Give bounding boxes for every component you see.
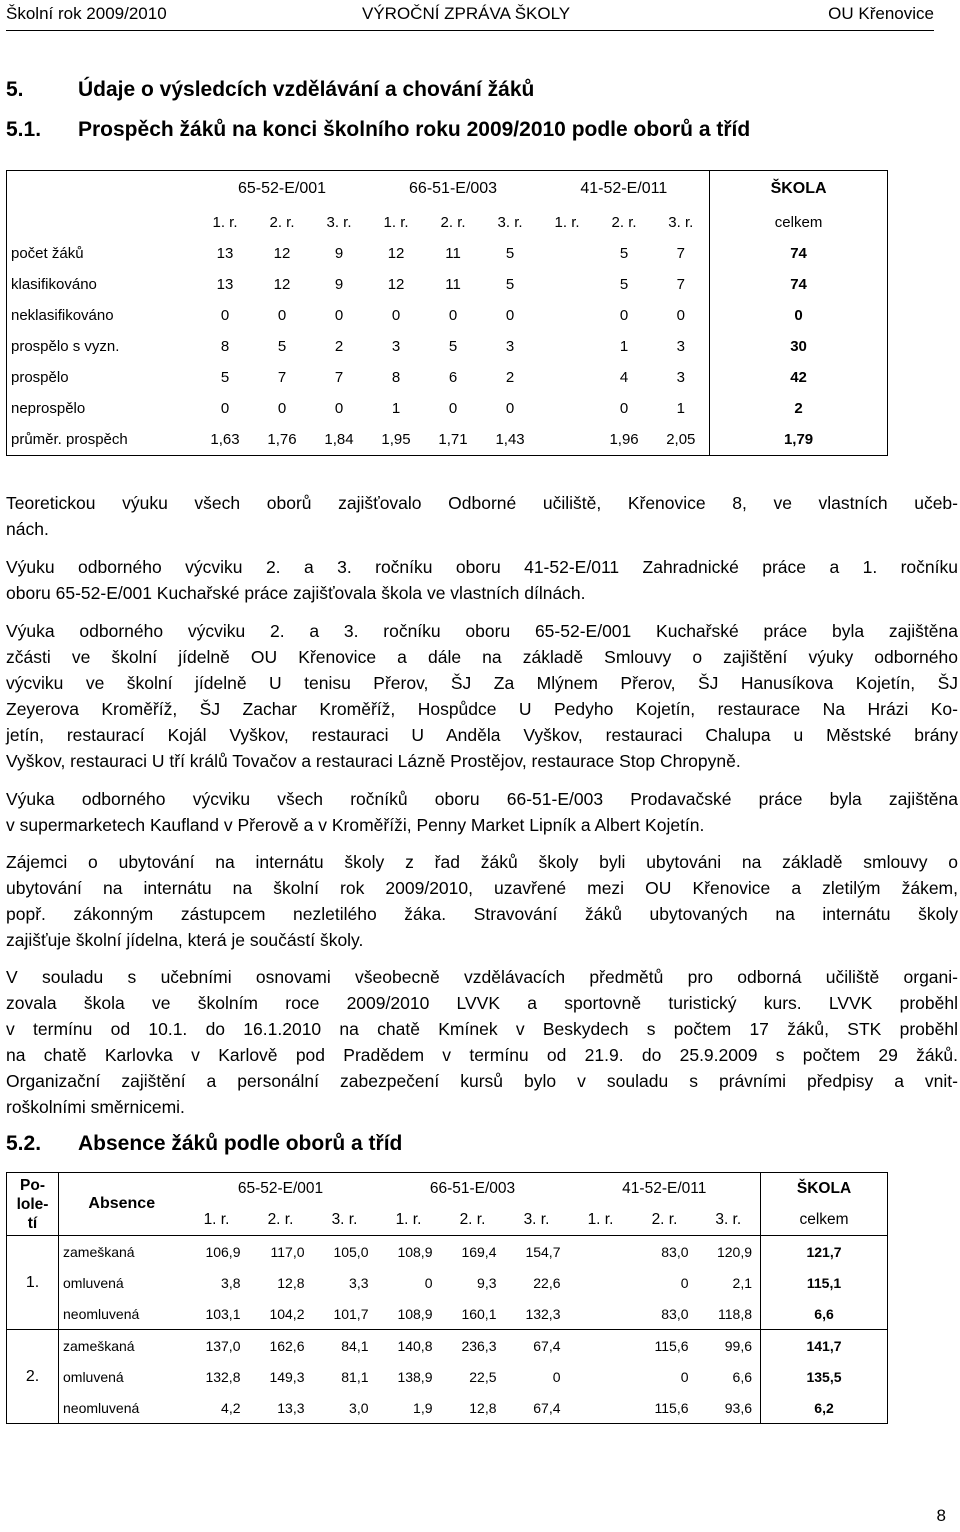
value-cell: 3,0 — [349, 1399, 369, 1416]
value-cell: 7 — [676, 276, 685, 293]
value-cell — [539, 424, 596, 456]
value-cell: 105,0 — [313, 1236, 377, 1268]
value-cell: 3,8 — [221, 1274, 241, 1291]
total-cell: 6,2 — [761, 1392, 888, 1424]
semester-column-header — [7, 1173, 59, 1236]
row-label: omluvená — [63, 1368, 124, 1385]
value-cell: 22,6 — [533, 1274, 561, 1291]
value-cell: 115,6 — [654, 1399, 689, 1416]
total-cell: 115,1 — [761, 1267, 888, 1298]
column-group-header: 66-51-E/003 — [429, 1179, 516, 1197]
value-cell: 169,4 — [441, 1236, 505, 1268]
value-cell: 108,9 — [377, 1236, 441, 1268]
value-cell: 236,3 — [441, 1330, 505, 1362]
value-cell: 0 — [505, 307, 515, 324]
value-cell: 4 — [619, 369, 629, 386]
value-cell: 8 — [391, 369, 401, 386]
value-cell: 3 — [391, 338, 401, 355]
value-cell: 5 — [619, 245, 629, 262]
paragraph-line: Výuka odborného výcviku všech ročníků oboru 66-51-E/003 Prodavačské práce byla zajištěna — [6, 789, 958, 809]
paragraph-line: Teoretickou výuku všech oborů zajišťovalo Odborné učiliště, Křenovice 8, ve vlastních učeb- — [6, 493, 958, 513]
value-cell — [539, 238, 596, 269]
value-cell: 7 — [277, 369, 287, 386]
semester-header-part: lole- — [16, 1195, 49, 1213]
year-header: 3. r. — [715, 1210, 742, 1228]
value-cell: 12 — [273, 276, 291, 293]
value-cell: 1,63 — [210, 431, 240, 448]
value-cell: 0 — [220, 400, 230, 417]
section-5-heading — [6, 78, 906, 106]
value-cell: 9 — [334, 245, 344, 262]
value-cell: 140,8 — [377, 1330, 441, 1362]
year-header: 2. r. — [611, 214, 637, 231]
row-label: zameškaná — [59, 1236, 185, 1268]
table-row — [7, 1330, 888, 1362]
value-cell — [539, 300, 596, 331]
paragraph-line: Vyškov, restauraci U tří králů Tovačov a restauraci Lázně Prostějov, restaurace Stop Chropyně. — [6, 751, 741, 771]
column-group-header: 41-52-E/011 — [580, 180, 668, 197]
semester-number: 1. — [7, 1236, 59, 1330]
corner-cell — [7, 207, 197, 238]
page-header — [6, 0, 934, 31]
year-header: 1. r. — [203, 1210, 230, 1228]
value-cell: 0 — [680, 1368, 689, 1385]
value-cell: 6 — [448, 369, 458, 386]
value-cell: 149,3 — [269, 1368, 305, 1385]
value-cell: 1,84 — [324, 431, 354, 448]
table-row — [7, 1236, 888, 1268]
total-cell: 42 — [710, 362, 888, 393]
total-cell: 141,7 — [761, 1330, 888, 1362]
value-cell: 117,0 — [249, 1236, 313, 1268]
paragraph-line: oboru 65-52-E/001 Kuchařské práce zajišťovala škola ve vlastních dílnách. — [6, 583, 586, 603]
value-cell: 3,3 — [349, 1274, 369, 1291]
value-cell: 67,4 — [533, 1399, 561, 1416]
paragraph-line: na chatě Karlovka v Karlově pod Pradědem v termínu od 21.9. do 25.9.2009 s počtem 29 žáků. — [6, 1045, 958, 1065]
value-cell — [539, 269, 596, 300]
year-header: 3. r. — [331, 1210, 358, 1228]
year-header: 1. r. — [395, 1210, 422, 1228]
year-header: 2. r. — [459, 1210, 486, 1228]
table-row — [7, 331, 888, 362]
header-row-years — [7, 207, 888, 238]
value-cell: 12 — [387, 276, 405, 293]
column-group-header-school: ŠKOLA — [761, 1173, 888, 1205]
value-cell — [569, 1330, 633, 1362]
value-cell: 5 — [277, 338, 287, 355]
value-cell: 7 — [676, 245, 685, 262]
value-cell: 3 — [505, 338, 515, 355]
paragraph-practical-training-shops — [6, 786, 958, 838]
value-cell: 8 — [220, 338, 230, 355]
value-cell: 83,0 — [661, 1305, 689, 1322]
year-header: 3. r. — [326, 214, 352, 231]
year-header: 1. r. — [587, 1210, 614, 1228]
value-cell: 103,1 — [205, 1305, 241, 1322]
year-header: 1. r. — [383, 214, 409, 231]
row-label: klasifikováno — [11, 276, 97, 293]
paragraph-line: zčásti ve školní jídelně OU Křenovice a dále na základě Smlouvy o zajištění výuky odborného — [6, 647, 958, 667]
value-cell: 5 — [505, 276, 515, 293]
value-cell: 1 — [391, 400, 401, 417]
value-cell: 2 — [505, 369, 515, 386]
total-cell: 0 — [710, 300, 888, 331]
total-cell: 74 — [710, 269, 888, 300]
table-row — [7, 362, 888, 393]
value-cell — [539, 331, 596, 362]
total-cell: 74 — [710, 238, 888, 269]
value-cell: 0 — [448, 307, 458, 324]
row-label: prospělo — [11, 369, 69, 386]
paragraph-line: v supermarketech Kaufland v Přerově a v Kroměříži, Penny Market Lipník a Albert Kojetín. — [6, 815, 705, 835]
value-cell: 11 — [445, 276, 461, 293]
year-header: 2. r. — [267, 1210, 294, 1228]
value-cell: 22,5 — [469, 1368, 497, 1385]
header-row-groups — [7, 171, 888, 208]
table-row — [7, 269, 888, 300]
value-cell: 9,3 — [477, 1274, 497, 1291]
paragraph-line: roškolními směrnicemi. — [6, 1097, 185, 1117]
value-cell: 104,2 — [269, 1305, 305, 1322]
column-group-header-school: ŠKOLA — [710, 171, 888, 208]
column-group-header: 65-52-E/001 — [237, 1179, 324, 1197]
total-cell: 6,6 — [761, 1298, 888, 1330]
table-row — [7, 1361, 888, 1392]
value-cell: 0 — [277, 400, 287, 417]
total-cell: 30 — [710, 331, 888, 362]
total-cell: 1,79 — [710, 424, 888, 456]
semester-number: 2. — [7, 1330, 59, 1424]
value-cell: 12 — [273, 245, 291, 262]
value-cell: 115,6 — [633, 1330, 697, 1362]
value-cell: 0 — [277, 307, 287, 324]
total-cell: 121,7 — [761, 1236, 888, 1268]
value-cell: 2,1 — [732, 1274, 753, 1291]
value-cell: 12,8 — [469, 1399, 497, 1416]
paragraph-line: nách. — [6, 519, 49, 539]
value-cell — [539, 393, 596, 424]
value-cell: 5 — [505, 245, 515, 262]
year-header: 3. r. — [668, 214, 694, 231]
value-cell: 160,1 — [461, 1305, 497, 1322]
table-row — [7, 300, 888, 331]
value-cell: 1,95 — [381, 431, 411, 448]
value-cell: 137,0 — [185, 1330, 249, 1362]
value-cell: 132,3 — [525, 1305, 561, 1322]
value-cell: 1,96 — [609, 431, 639, 448]
corner-cell — [7, 171, 197, 208]
table-row — [7, 424, 888, 456]
paragraph-line: Výuku odborného výcviku 2. a 3. ročníku oboru 41-52-E/011 Zahradnické práce a 1. ročníku — [6, 557, 958, 577]
value-cell: 132,8 — [205, 1368, 241, 1385]
value-cell: 13 — [216, 276, 234, 293]
value-cell: 154,7 — [505, 1236, 569, 1268]
header-school-name: OU Křenovice — [828, 4, 934, 23]
value-cell: 120,9 — [697, 1236, 761, 1268]
section-51-number: 5.1. — [6, 118, 42, 141]
absence-table — [6, 1172, 888, 1424]
value-cell: 162,6 — [249, 1330, 313, 1362]
value-cell: 2,05 — [666, 431, 696, 448]
value-cell: 6,6 — [732, 1368, 753, 1385]
header-row-groups — [7, 1173, 888, 1205]
header-school-year: Školní rok 2009/2010 — [6, 4, 167, 23]
value-cell: 101,7 — [333, 1305, 369, 1322]
value-cell: 138,9 — [397, 1368, 433, 1385]
value-cell: 1,76 — [267, 431, 297, 448]
value-cell — [569, 1392, 633, 1424]
paragraph-theory-teaching — [6, 490, 958, 542]
paragraph-line: V souladu s učebními osnovami všeobecně vzdělávacích předmětů pro odborná učiliště organi- — [6, 967, 958, 987]
value-cell: 118,8 — [718, 1305, 753, 1322]
paragraph-practical-training-kitchens — [6, 618, 958, 774]
value-cell: 108,9 — [397, 1305, 433, 1322]
value-cell: 84,1 — [313, 1330, 377, 1362]
value-cell — [569, 1267, 633, 1298]
value-cell: 0 — [676, 307, 685, 324]
paragraph-line: Výuka odborného výcviku 2. a 3. ročníku oboru 65-52-E/001 Kuchařské práce byla zajištěna — [6, 621, 958, 641]
paragraph-line: Zeyerova Kroměříž, ŠJ Zachar Kroměříž, Hospůdce U Pedyho Kojetín, restaurace Na Hrázi Ko- — [6, 699, 958, 719]
row-label: neomluvená — [63, 1399, 140, 1416]
paragraph-practical-training-workshops — [6, 554, 958, 606]
value-cell: 5 — [619, 276, 629, 293]
value-cell: 1,43 — [495, 431, 525, 448]
value-cell: 1 — [619, 338, 629, 355]
column-group-header: 41-52-E/011 — [622, 1179, 707, 1197]
value-cell: 1,9 — [413, 1399, 433, 1416]
results-table — [6, 170, 888, 456]
semester-header-part: tí — [27, 1214, 38, 1232]
value-cell: 13 — [216, 245, 234, 262]
value-cell — [569, 1361, 633, 1392]
value-cell: 0 — [619, 307, 629, 324]
paragraph-boarding — [6, 849, 958, 953]
year-header: 3. r. — [497, 214, 523, 231]
value-cell: 0 — [424, 1274, 433, 1291]
row-label: omluvená — [63, 1274, 124, 1291]
value-cell: 3 — [676, 369, 685, 386]
row-label: prospělo s vyzn. — [11, 338, 120, 355]
value-cell: 0 — [680, 1274, 689, 1291]
paragraph-line: v termínu od 10.1. do 16.1.2010 na chatě Kmínek v Beskydech s počtem 17 žáků, STK proběhl — [6, 1019, 958, 1039]
paragraph-line: ubytování na internátu na školní rok 2009/2010, uzavřené mezi OU Křenovice a zletilým žákem, — [6, 878, 958, 898]
table-row — [7, 238, 888, 269]
year-header: 2. r. — [440, 214, 466, 231]
value-cell: 93,6 — [724, 1399, 753, 1416]
column-group-header: 65-52-E/001 — [237, 180, 327, 197]
year-header: 2. r. — [651, 1210, 678, 1228]
value-cell: 1 — [676, 400, 685, 417]
year-header: 2. r. — [269, 214, 295, 231]
section-52-heading — [6, 1132, 906, 1160]
header-report-title: VÝROČNÍ ZPRÁVA ŠKOLY — [362, 4, 571, 23]
value-cell — [569, 1236, 633, 1268]
paragraph-line: Organizační zajištění a personální zabezpečení kursů bylo v souladu s právními předpisy a vnit- — [6, 1071, 958, 1091]
section-51-heading — [6, 118, 906, 146]
total-cell: 135,5 — [761, 1361, 888, 1392]
row-label: neklasifikováno — [11, 307, 114, 324]
row-label: počet žáků — [11, 245, 84, 262]
paragraph-line: Zájemci o ubytování na internátu školy z řad žáků školy byli ubytováni na základě smlouvy o — [6, 852, 958, 872]
paragraph-line: popř. zákonným zástupcem nezletilého žáka. Stravování žáků ubytovaných na internátu školy — [6, 904, 958, 924]
section-5-title: Údaje o výsledcích vzdělávání a chování žáků — [78, 78, 535, 101]
value-cell: 0 — [391, 307, 401, 324]
year-header: 1. r. — [212, 214, 238, 231]
table-row — [7, 1267, 888, 1298]
row-label: neomluvená — [63, 1305, 140, 1322]
value-cell: 4,2 — [221, 1399, 241, 1416]
value-cell: 0 — [334, 307, 344, 324]
value-cell: 81,1 — [341, 1368, 369, 1385]
value-cell: 12 — [387, 245, 405, 262]
paragraph-line: zovala škola ve školním roce 2009/2010 LVVK a sportovně turistický kurs. LVVK proběhl — [6, 993, 958, 1013]
value-cell — [539, 362, 596, 393]
absence-column-header: Absence — [88, 1195, 156, 1212]
value-cell: 0 — [619, 400, 629, 417]
value-cell: 99,6 — [697, 1330, 761, 1362]
value-cell: 2 — [334, 338, 344, 355]
table-row — [7, 1298, 888, 1330]
value-cell: 0 — [220, 307, 230, 324]
value-cell: 5 — [220, 369, 230, 386]
row-label: průměr. prospěch — [11, 431, 128, 448]
value-cell: 12,8 — [277, 1274, 305, 1291]
row-label: neprospělo — [11, 400, 86, 417]
table-row — [7, 1392, 888, 1424]
year-header: 1. r. — [554, 214, 580, 231]
value-cell: 13,3 — [277, 1399, 305, 1416]
value-cell: 106,9 — [185, 1236, 249, 1268]
year-header: celkem — [710, 207, 888, 238]
paragraph-line: zajišťuje školní jídelna, která je součástí školy. — [6, 930, 364, 950]
value-cell: 0 — [448, 400, 458, 417]
page-number: 8 — [936, 1506, 946, 1525]
section-51-title: Prospěch žáků na konci školního roku 2009/2010 podle oborů a tříd — [78, 118, 751, 141]
value-cell: 9 — [334, 276, 344, 293]
value-cell: 0 — [552, 1368, 561, 1385]
value-cell: 83,0 — [633, 1236, 697, 1268]
section-52-title: Absence žáků podle oborů a tříd — [78, 1132, 403, 1155]
section-52-number: 5.2. — [6, 1132, 42, 1155]
value-cell — [569, 1298, 633, 1330]
row-label: zameškaná — [59, 1330, 185, 1362]
paragraph-line: jetín, restaurací Kojál Vyškov, restauraci U Anděla Vyškov, restauraci Chalupa u Městské brány — [6, 725, 958, 745]
value-cell: 0 — [334, 400, 344, 417]
total-cell: 2 — [710, 393, 888, 424]
value-cell: 7 — [334, 369, 344, 386]
paragraph-courses — [6, 964, 958, 1120]
section-5-number: 5. — [6, 78, 24, 101]
column-group-header: 66-51-E/003 — [409, 180, 498, 197]
table-row — [7, 393, 888, 424]
year-header: 3. r. — [523, 1210, 550, 1228]
paragraph-line: výcviku ve školní jídelně U tenisu Přerov, ŠJ Za Mlýnem Přerov, ŠJ Hanusíkova Kojetín, ŠJ — [6, 673, 958, 693]
value-cell: 1,71 — [438, 431, 468, 448]
value-cell: 0 — [505, 400, 515, 417]
value-cell: 5 — [448, 338, 458, 355]
value-cell: 67,4 — [505, 1330, 569, 1362]
value-cell: 3 — [676, 338, 685, 355]
semester-header-part: Po- — [20, 1176, 45, 1194]
year-header: celkem — [761, 1204, 888, 1236]
value-cell: 11 — [445, 245, 461, 262]
